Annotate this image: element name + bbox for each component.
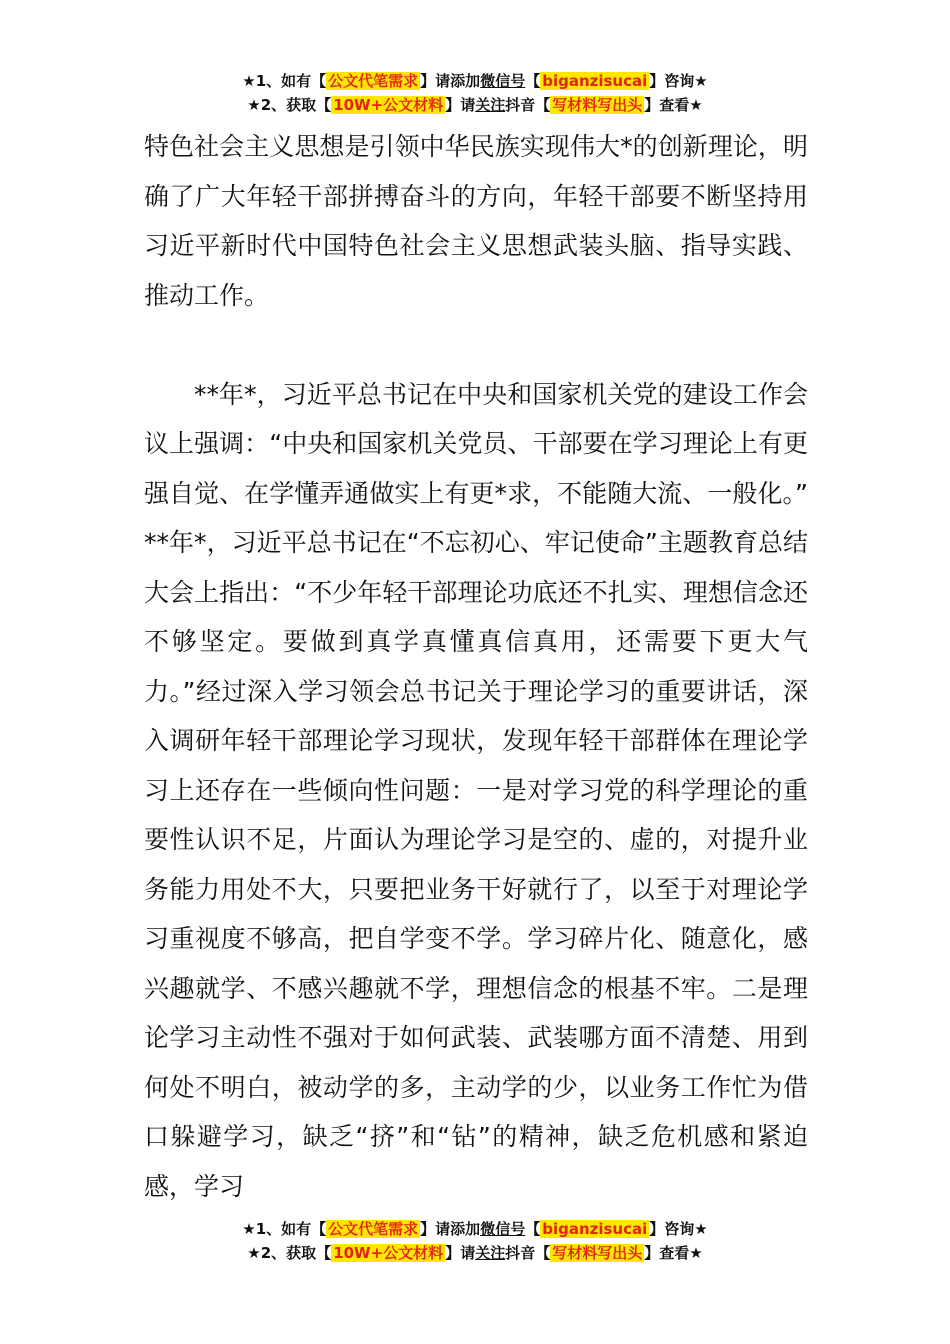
header-banner	[0, 70, 950, 118]
banner-text: ★2、获取【	[247, 96, 332, 114]
banner-underlined-text: 微信号	[480, 1220, 526, 1238]
highlight-materials: 10W+公文材料	[333, 1244, 444, 1262]
highlight-service: 公文代笔需求	[328, 72, 419, 90]
banner-underlined-text: 关注	[475, 1244, 506, 1262]
document-body	[144, 122, 808, 1211]
highlight-materials: 10W+公文材料	[333, 96, 444, 114]
highlight-douyin-account: 写材料写出头	[552, 1244, 643, 1262]
highlight-service: 公文代笔需求	[328, 1220, 419, 1238]
banner-text: 抖音【	[505, 1244, 551, 1262]
banner-text: 】查看★	[644, 96, 703, 114]
banner-text: 【	[525, 1220, 541, 1238]
banner-text: 】请	[445, 96, 476, 114]
highlight-wechat-id: biganzisucai	[542, 1220, 648, 1238]
banner-underlined-text: 关注	[475, 96, 506, 114]
banner-line-1	[0, 1218, 950, 1242]
banner-text: ★2、获取【	[247, 1244, 332, 1262]
footer-banner	[0, 1218, 950, 1266]
banner-text: ★1、如有【	[242, 72, 327, 90]
paragraph-spacer	[144, 320, 808, 370]
banner-text: 】查看★	[644, 1244, 703, 1262]
banner-line-2	[0, 1242, 950, 1266]
banner-text: 】请	[445, 1244, 476, 1262]
banner-line-1	[0, 70, 950, 94]
paragraph-1: 特色社会主义思想是引领中华民族实现伟大*的创新理论，明确了广大年轻干部拼搏奋斗的方向，年轻干部要不断坚持用习近平新时代中国特色社会主义思想武装头脑、指导实践、推动工作。	[144, 132, 808, 310]
highlight-wechat-id: biganzisucai	[542, 72, 648, 90]
banner-text: 】咨询★	[649, 72, 708, 90]
banner-text: ★1、如有【	[242, 1220, 327, 1238]
banner-line-2	[0, 94, 950, 118]
highlight-douyin-account: 写材料写出头	[552, 96, 643, 114]
banner-text: 【	[525, 72, 541, 90]
banner-text: 】请添加	[420, 1220, 481, 1238]
banner-text: 抖音【	[505, 96, 551, 114]
banner-text: 】咨询★	[649, 1220, 708, 1238]
banner-underlined-text: 微信号	[480, 72, 526, 90]
banner-text: 】请添加	[420, 72, 481, 90]
paragraph-2: **年*，习近平总书记在中央和国家机关党的建设工作会议上强调：“中央和国家机关党员、干部要在学习理论上有更强自觉、在学懂弄通做实上有更*求，不能随大流、一般化。” **年*，习近平总书记在“不忘初心、牢记使命”主题教育总结大会上指出：“不少年轻干部理论功底还不扎实、理想信念还不够坚定。要做到真学真懂真信真用，还需要下更大气力。”经过深入学习领会总书记关于理论学习的重要讲话，深入调研年轻干部理论学习现状，发现年轻干部群体在理论学习上还存在一些倾向性问题：一是对学习党的科学理论的重要性认识不足，片面认为理论学习是空的、虚的，对提升业务能力用处不大，只要把业务干好就行了，以至于对理论学习重视度不够高，把自学变不学。学习碎片化、随意化，感兴趣就学、不感兴趣就不学，理想信念的根基不牢。二是理论学习主动性不强对于如何武装、武装哪方面不清楚、用到何处不明白，被动学的多，主动学的少，以业务工作忙为借口躲避学习，缺乏“挤”和“钻”的精神，缺乏危机感和紧迫感，学习	[144, 379, 808, 1201]
